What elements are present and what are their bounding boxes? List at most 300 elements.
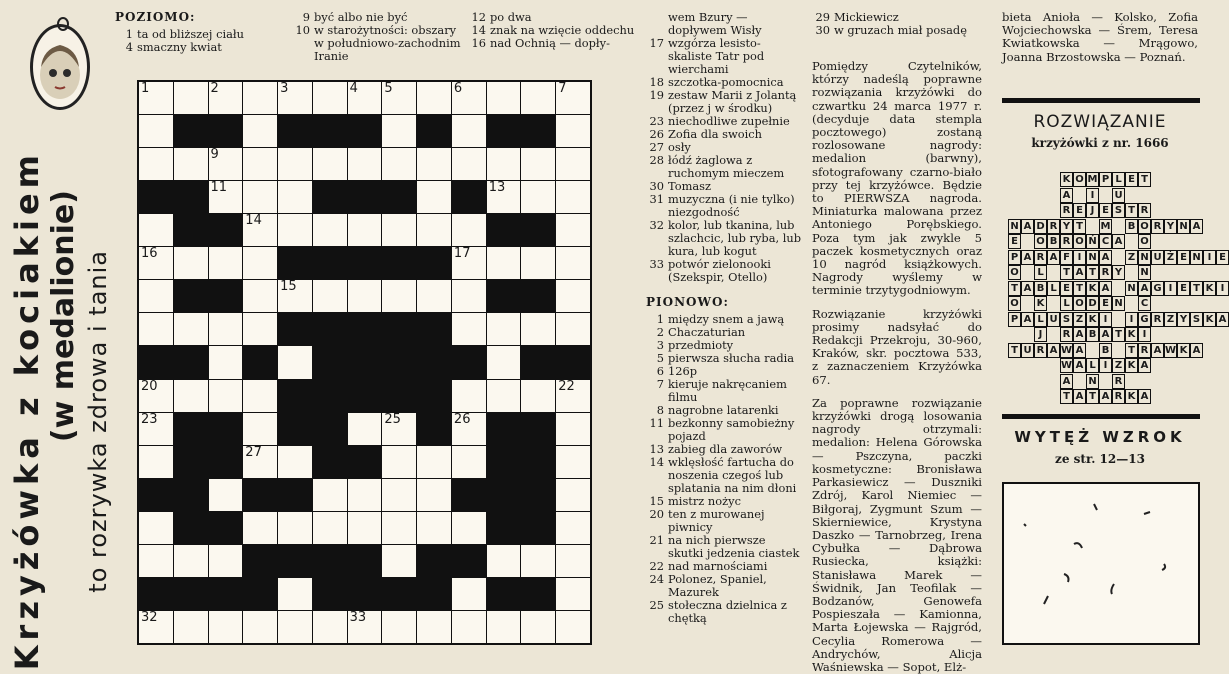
solution-letter: L [1060, 296, 1073, 311]
black-cell [278, 380, 312, 412]
answer-cell[interactable] [209, 545, 243, 577]
black-cell [417, 413, 451, 445]
solution-letter: K [1125, 327, 1138, 342]
solution-letter: A [1138, 281, 1151, 296]
clue-number: 14 [471, 23, 486, 37]
answer-cell[interactable] [243, 413, 277, 445]
answer-cell[interactable] [417, 479, 451, 511]
answer-cell[interactable] [243, 181, 277, 213]
answer-cell[interactable] [313, 214, 347, 246]
clue-item [812, 24, 982, 37]
answer-cell[interactable] [243, 446, 277, 478]
answer-cell[interactable] [313, 479, 347, 511]
solution-letter [1112, 281, 1125, 296]
answer-cell[interactable] [556, 181, 590, 213]
solution-letter: T [1073, 219, 1086, 234]
solution-letter: E [1008, 234, 1021, 249]
answer-cell[interactable] [139, 413, 173, 445]
black-cell [174, 181, 208, 213]
answer-cell[interactable] [139, 115, 173, 147]
answer-cell[interactable] [487, 247, 521, 279]
clue-number: 2 [656, 325, 664, 339]
answer-cell[interactable] [209, 479, 243, 511]
black-cell [348, 115, 382, 147]
answer-cell[interactable] [556, 115, 590, 147]
clue-number: 13 [649, 442, 664, 456]
answer-cell[interactable] [382, 446, 416, 478]
clue-number: 10 [295, 23, 310, 37]
answer-cell[interactable] [452, 313, 486, 345]
answer-cell[interactable] [278, 181, 312, 213]
solution-letter: R [1034, 343, 1047, 358]
solution-letter: Y [1060, 219, 1073, 234]
answer-cell[interactable] [417, 611, 451, 643]
answer-cell[interactable] [556, 611, 590, 643]
solution-row [1060, 358, 1151, 373]
solution-letter: Ż [1164, 250, 1177, 265]
answer-cell[interactable] [139, 545, 173, 577]
solution-letter: A [1047, 250, 1060, 265]
answer-cell[interactable] [139, 446, 173, 478]
answer-cell[interactable] [139, 148, 173, 180]
answer-cell[interactable] [556, 148, 590, 180]
answer-cell[interactable] [209, 247, 243, 279]
black-cell [382, 346, 416, 378]
clue-text: Tomasz [668, 179, 712, 193]
black-cell [209, 214, 243, 246]
solution-letter [1099, 374, 1112, 389]
solution-letter: R [1060, 203, 1073, 218]
solution-letter: R [1099, 265, 1112, 280]
answer-cell[interactable] [278, 446, 312, 478]
solution-letter: R [1047, 219, 1060, 234]
answer-cell[interactable] [348, 512, 382, 544]
solution-letter: A [1099, 250, 1112, 265]
answer-cell[interactable] [382, 82, 416, 114]
answer-cell[interactable] [139, 214, 173, 246]
black-cell [521, 214, 555, 246]
solution-letter: E [1073, 203, 1086, 218]
solution-letter: A [1021, 281, 1034, 296]
clue-number: 28 [649, 153, 664, 167]
solution-letter: T [1086, 389, 1099, 404]
answer-cell[interactable] [139, 380, 173, 412]
answer-cell[interactable] [243, 247, 277, 279]
wytez-wzrok-header [1000, 428, 1200, 466]
answer-cell[interactable] [278, 346, 312, 378]
black-cell [313, 346, 347, 378]
solution-letter: D [1034, 219, 1047, 234]
answer-cell[interactable] [209, 181, 243, 213]
answer-cell[interactable] [139, 611, 173, 643]
answer-cell[interactable] [452, 280, 486, 312]
answer-cell[interactable] [348, 413, 382, 445]
cell-number: 5 [384, 81, 393, 96]
solution-letter: F [1060, 250, 1073, 265]
solution-letter: D [1086, 296, 1099, 311]
solution-letter: B [1125, 219, 1138, 234]
answer-cell[interactable] [209, 346, 243, 378]
answer-cell[interactable] [174, 611, 208, 643]
answer-cell[interactable] [417, 280, 451, 312]
answer-cell[interactable] [521, 148, 555, 180]
clue-text: zabieg dla zaworów [668, 442, 783, 456]
black-cell [139, 479, 173, 511]
answer-cell[interactable] [348, 82, 382, 114]
answer-cell[interactable] [313, 280, 347, 312]
black-cell [487, 512, 521, 544]
black-cell [487, 280, 521, 312]
clue-number: 31 [649, 192, 664, 206]
solution-letter [1112, 250, 1125, 265]
answer-cell[interactable] [139, 512, 173, 544]
black-cell [243, 346, 277, 378]
answer-cell[interactable] [174, 545, 208, 577]
answer-cell[interactable] [382, 115, 416, 147]
cell-number: 33 [349, 609, 367, 625]
answer-cell[interactable] [313, 148, 347, 180]
answer-cell[interactable] [278, 82, 312, 114]
answer-cell[interactable] [243, 611, 277, 643]
answer-cell[interactable] [174, 380, 208, 412]
answer-cell[interactable] [174, 148, 208, 180]
answer-cell[interactable] [452, 82, 486, 114]
solution-letter: S [1060, 312, 1073, 327]
answer-cell[interactable] [209, 611, 243, 643]
solution-letter: Z [1125, 250, 1138, 265]
answer-cell[interactable] [174, 247, 208, 279]
solution-letter: E [1177, 250, 1190, 265]
contest-text [812, 59, 982, 674]
clue-item [646, 219, 802, 258]
solution-letter: Z [1112, 358, 1125, 373]
black-cell [174, 346, 208, 378]
solution-letter: I [1138, 327, 1151, 342]
poziomo-column-2 [292, 11, 462, 63]
clue-number: 7 [656, 377, 664, 391]
answer-cell[interactable] [487, 313, 521, 345]
solution-letter: Y [1177, 312, 1190, 327]
clues-middle-column [646, 11, 802, 625]
answer-cell[interactable] [452, 148, 486, 180]
solution-row [1060, 172, 1151, 187]
answer-cell[interactable] [139, 280, 173, 312]
solution-letter: N [1086, 374, 1099, 389]
answer-cell[interactable] [139, 82, 173, 114]
answer-cell[interactable] [487, 611, 521, 643]
answer-cell[interactable] [487, 82, 521, 114]
answer-cell[interactable] [243, 280, 277, 312]
solution-letter: A [1151, 343, 1164, 358]
answer-cell[interactable] [313, 611, 347, 643]
solution-letter: T [1125, 203, 1138, 218]
answer-cell[interactable] [174, 82, 208, 114]
solution-letter: A [1190, 343, 1203, 358]
crossword-grid[interactable] [137, 80, 592, 645]
answer-cell[interactable] [556, 214, 590, 246]
contest-paragraph-3: Za poprawne rozwiązanie krzyżówki drogą losowania nagrody otrzymali: medalion: Helena Górowska — Pszczyna, paczki kosmetyczne: Bronisława Parkasiewicz — Duszniki Zdrój, Karol Niemiec — Biłgoraj, Zygmunt Szum — Skierniewice, Krystyna Daszko — Tarnobrzeg, Irena Cybułka — Dąbrowa Rusiecka, książki: Stanisława Marek — Świdnik, Jan Teofilak — Bodzanów, Genowefa Pospieszała — Kamionna, Marta Łojewska — Rajgród, Cecylia Romerowa — Andrychów, Alicja Waśniewska — Sopot, Elż- [812, 395, 982, 674]
cell-number: 9 [210, 147, 219, 163]
divider-bar-2 [1002, 414, 1200, 419]
answer-cell[interactable] [556, 82, 590, 114]
clue-number: 19 [649, 88, 664, 102]
answer-cell[interactable] [417, 181, 451, 213]
black-cell [174, 214, 208, 246]
solution-letter: Y [1164, 219, 1177, 234]
clue-number: 17 [649, 36, 664, 50]
solution-letter: J [1034, 327, 1047, 342]
solution-letter: K [1203, 312, 1216, 327]
cell-number: 23 [141, 411, 158, 427]
solution-letter: I [1086, 188, 1099, 203]
answer-cell[interactable] [452, 247, 486, 279]
answer-cell[interactable] [556, 247, 590, 279]
answer-cell[interactable] [278, 280, 312, 312]
black-cell [209, 280, 243, 312]
answer-cell[interactable] [521, 313, 555, 345]
answer-cell[interactable] [139, 247, 173, 279]
black-cell [243, 479, 277, 511]
clue-item [646, 456, 802, 495]
answer-cell[interactable] [278, 578, 312, 610]
clue-item [646, 193, 802, 219]
cell-number: 3 [280, 81, 289, 96]
solution-letter: K [1125, 389, 1138, 404]
winners-continued [1002, 11, 1198, 74]
cell-number: 20 [141, 378, 158, 394]
answer-cell[interactable] [521, 380, 555, 412]
answer-cell[interactable] [452, 413, 486, 445]
solution-row [1060, 203, 1151, 218]
answer-cell[interactable] [382, 545, 416, 577]
answer-cell[interactable] [278, 611, 312, 643]
answer-cell[interactable] [556, 280, 590, 312]
contest-paragraph-2: Rozwiązanie krzyżówki prosimy nadsyłać do Redakcji Przekroju, 30-960, Kraków, skr. pocztowa 533, z zaznaczeniem Krzyżówka 67. [812, 306, 982, 387]
clue-text: Zofia dla swoich [668, 127, 762, 141]
answer-cell[interactable] [487, 148, 521, 180]
answer-cell[interactable] [278, 214, 312, 246]
answer-cell[interactable] [313, 512, 347, 544]
solution-letter: I [1073, 250, 1086, 265]
clue-text: szczotka-pomocnica [668, 75, 784, 89]
answer-cell[interactable] [487, 346, 521, 378]
answer-cell[interactable] [243, 82, 277, 114]
clue-number: 22 [649, 559, 664, 573]
answer-cell[interactable] [382, 214, 416, 246]
clue-number: 1 [656, 312, 664, 326]
solution-letter: Ń [1086, 234, 1099, 249]
black-cell [382, 578, 416, 610]
clue-text: w gruzach miał posadę [834, 23, 967, 37]
answer-cell[interactable] [243, 512, 277, 544]
answer-cell[interactable] [382, 413, 416, 445]
answer-cell[interactable] [243, 115, 277, 147]
answer-cell[interactable] [209, 82, 243, 114]
solution-letter: C [1099, 234, 1112, 249]
clue-item [646, 258, 802, 284]
solution-letter: O [1138, 234, 1151, 249]
answer-cell[interactable] [556, 446, 590, 478]
answer-cell[interactable] [556, 413, 590, 445]
answer-cell[interactable] [452, 578, 486, 610]
answer-cell[interactable] [313, 82, 347, 114]
solution-letter: O [1138, 219, 1151, 234]
black-cell [313, 578, 347, 610]
black-cell [382, 380, 416, 412]
solution-letter: E [1177, 281, 1190, 296]
solution-row [1008, 234, 1151, 249]
solution-letter [1021, 296, 1034, 311]
solution-row [1008, 265, 1151, 280]
answer-cell[interactable] [382, 280, 416, 312]
cell-number: 16 [141, 246, 158, 262]
answer-cell[interactable] [556, 512, 590, 544]
solution-letter: T [1086, 265, 1099, 280]
answer-cell[interactable] [556, 479, 590, 511]
answer-cell[interactable] [348, 280, 382, 312]
black-cell [209, 446, 243, 478]
answer-cell[interactable] [556, 545, 590, 577]
solution-letter: O [1073, 296, 1086, 311]
solution-row [1060, 188, 1125, 203]
solution-letter: A [1060, 188, 1073, 203]
answer-cell[interactable] [452, 115, 486, 147]
solution-letter: U [1151, 250, 1164, 265]
answer-cell[interactable] [452, 446, 486, 478]
answer-cell[interactable] [487, 380, 521, 412]
black-cell [417, 115, 451, 147]
wytez-puzzle-box [1002, 482, 1200, 645]
answer-cell[interactable] [278, 512, 312, 544]
clue-number: 26 [649, 127, 664, 141]
answer-cell[interactable] [209, 380, 243, 412]
clue-item [646, 378, 802, 404]
black-cell [521, 479, 555, 511]
answer-cell[interactable] [452, 611, 486, 643]
answer-cell[interactable] [278, 148, 312, 180]
clue-text: łódź żaglowa z ruchomym mieczem [668, 153, 785, 180]
answer-cell[interactable] [382, 611, 416, 643]
solution-letter: A [1021, 250, 1034, 265]
solution-row [1060, 389, 1151, 404]
solution-letter: A [1021, 219, 1034, 234]
clue-text: wklęsłość fartucha do noszenia czegoś lub splatania na nim dłoni [668, 455, 797, 495]
solution-letter: B [1034, 281, 1047, 296]
clue-number: 14 [649, 455, 664, 469]
black-cell [348, 346, 382, 378]
black-cell [209, 413, 243, 445]
clue-item [646, 417, 802, 443]
solution-letter: T [1008, 343, 1021, 358]
clue-item [646, 154, 802, 180]
kitten-medallion-image [30, 24, 90, 110]
answer-cell[interactable] [487, 181, 521, 213]
clue-item [115, 41, 285, 54]
answer-cell[interactable] [174, 313, 208, 345]
answer-cell[interactable] [139, 313, 173, 345]
pionowo-heading: PIONOWO: [646, 295, 729, 309]
black-cell [417, 313, 451, 345]
answer-cell[interactable] [556, 380, 590, 412]
solution-letter: I [1099, 312, 1112, 327]
answer-cell[interactable] [348, 148, 382, 180]
clue-number: 3 [656, 338, 664, 352]
solution-letter: R [1034, 250, 1047, 265]
answer-cell[interactable] [209, 148, 243, 180]
black-cell [139, 346, 173, 378]
answer-cell[interactable] [521, 247, 555, 279]
clue-text: wzgórza lesisto-skaliste Tatr pod wierchami [668, 36, 765, 76]
answer-cell[interactable] [417, 512, 451, 544]
cell-number: 26 [453, 411, 471, 427]
answer-cell[interactable] [417, 82, 451, 114]
clue-number: 29 [815, 10, 830, 24]
black-cell [174, 512, 208, 544]
clue-text: mistrz nożyc [668, 494, 741, 508]
answer-cell[interactable] [243, 380, 277, 412]
black-cell [487, 115, 521, 147]
answer-cell[interactable] [452, 512, 486, 544]
answer-cell[interactable] [417, 214, 451, 246]
solution-row [1034, 327, 1151, 342]
answer-cell[interactable] [521, 545, 555, 577]
solution-letter: E [1099, 203, 1112, 218]
answer-cell[interactable] [452, 214, 486, 246]
clue-number: 30 [649, 179, 664, 193]
wytez-subtitle: ze str. 12—13 [1055, 452, 1145, 466]
clue-text: potwór zielonooki (Szekspir, Otello) [668, 257, 771, 284]
answer-cell[interactable] [348, 479, 382, 511]
solution-letter: K [1034, 296, 1047, 311]
solution-letter: R [1112, 389, 1125, 404]
black-cell [417, 247, 451, 279]
answer-cell[interactable] [521, 611, 555, 643]
poziomo-column-1 [115, 11, 285, 54]
divider-bar-1 [1002, 98, 1200, 103]
clue-number: 16 [471, 36, 486, 50]
solution-letter [1073, 374, 1086, 389]
cell-number: 14 [245, 213, 262, 229]
solution-letter: U [1021, 343, 1034, 358]
contest-paragraph-1: Pomiędzy Czytelników, którzy nadeślą poprawne rozwiązania krzyżówki do czwartku 24 marca 1977 r. (decyduje data stempla pocztowego) zostaną rozlosowane nagrody: medalion (barwny), sfotografowany czarno-biało przy tej krzyżówce. Będzie to PIERWSZA nagroda. Miniaturka malowana przez Antoniego Porębskiego. Poza tym jak zwykle 5 paczek kosmetycznych oraz 10 nagród książkowych. Nagrody wyślemy w terminie trzytygodniowym. [812, 59, 982, 298]
clue-number [646, 11, 664, 37]
answer-cell[interactable] [382, 512, 416, 544]
solution-letter: A [1099, 389, 1112, 404]
title-line-2: (w medalionie) [46, 190, 81, 443]
black-cell [348, 545, 382, 577]
answer-cell[interactable] [243, 313, 277, 345]
answer-cell[interactable] [243, 148, 277, 180]
cell-number: 15 [280, 279, 297, 295]
answer-cell[interactable] [243, 214, 277, 246]
cell-number: 27 [245, 444, 262, 460]
answer-cell[interactable] [209, 313, 243, 345]
answer-cell[interactable] [556, 578, 590, 610]
answer-cell[interactable] [348, 214, 382, 246]
black-cell [521, 346, 555, 378]
answer-cell[interactable] [417, 446, 451, 478]
answer-cell[interactable] [521, 82, 555, 114]
answer-cell[interactable] [556, 313, 590, 345]
answer-cell[interactable] [382, 148, 416, 180]
answer-cell[interactable] [382, 479, 416, 511]
answer-cell[interactable] [452, 380, 486, 412]
answer-cell[interactable] [487, 545, 521, 577]
answer-cell[interactable] [417, 148, 451, 180]
answer-cell[interactable] [348, 611, 382, 643]
answer-cell[interactable] [521, 181, 555, 213]
clue-number: 11 [649, 416, 664, 430]
